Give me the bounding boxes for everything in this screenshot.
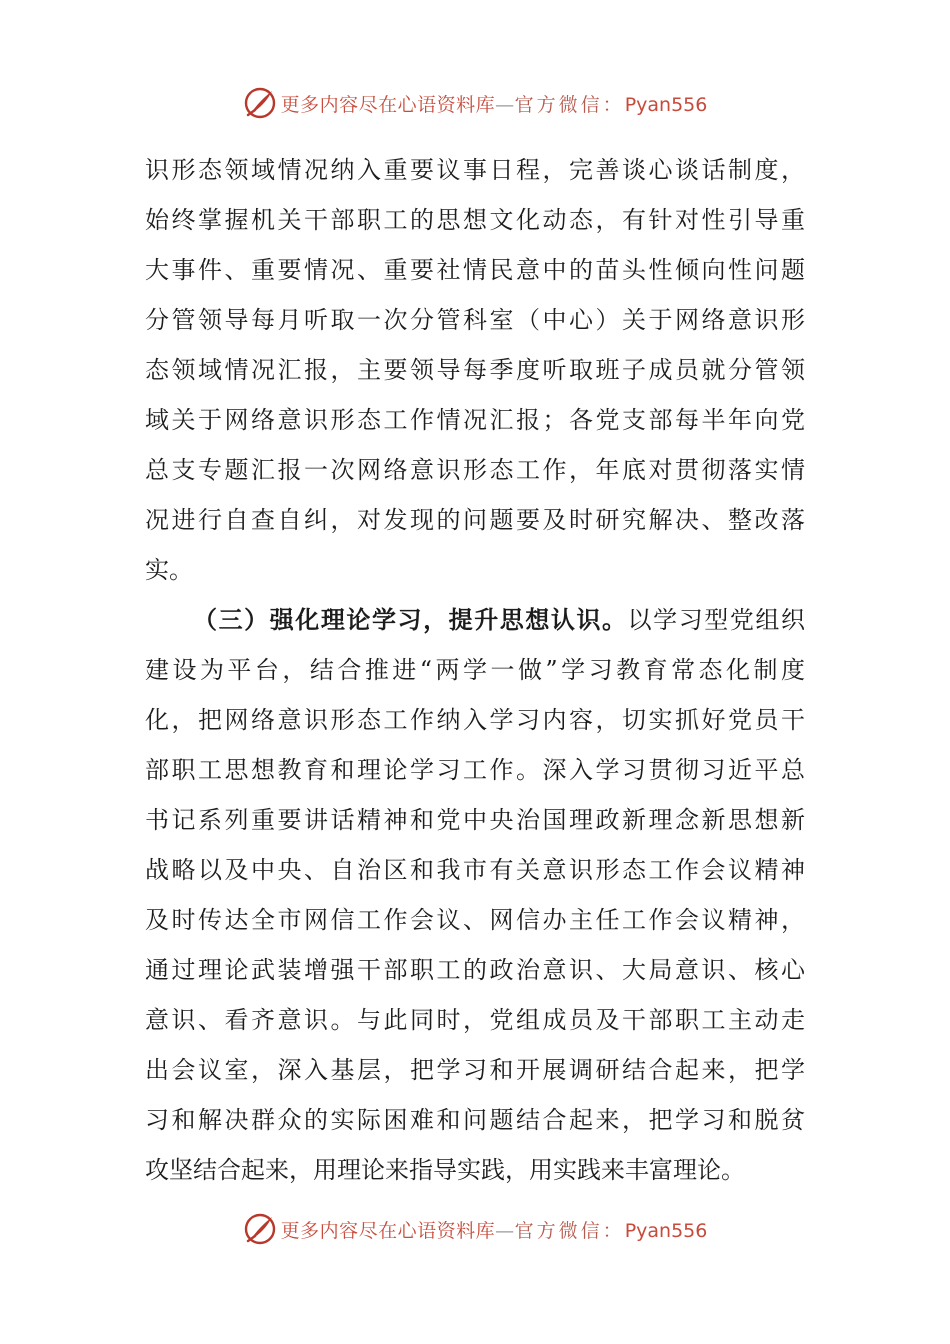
paragraph-2-line: 习和解决群众的实际困难和问题结合起来，把学习和脱贫 xyxy=(145,1106,805,1134)
footer-banner xyxy=(0,1209,950,1249)
banner-separator: — xyxy=(495,93,515,116)
paragraph-1-line: 总支专题汇报一次网络意识形态工作，年底对贯彻落实情 xyxy=(145,456,805,484)
banner-main-text: 更多内容尽在心语资料库 xyxy=(280,1219,496,1242)
banner-text xyxy=(281,90,708,117)
paragraph-1-line: 大事件、重要情况、重要社情民意中的苗头性倾向性问题 xyxy=(145,256,805,284)
paragraph-2-line: 化，把网络意识形态工作纳入学习内容，切实抓好党员干 xyxy=(145,706,805,734)
header-banner xyxy=(0,83,950,123)
paragraph-1-line: 分管领导每月听取一次分管科室（中心）关于网络意识形 xyxy=(145,306,805,334)
paragraph-1-line: 况进行自查自纠，对发现的问题要及时研究解决、整改落 xyxy=(145,506,805,534)
paragraph-2-lead-text: 以学习型党组织 xyxy=(627,606,806,634)
paragraph-2-first-line xyxy=(145,595,805,645)
paragraph-2-line: 出会议室，深入基层，把学习和开展调研结合起来，把学 xyxy=(145,1056,805,1084)
paragraph-2-line: 及时传达全市网信工作会议、网信办主任工作会议精神， xyxy=(145,906,805,934)
paragraph-2-line: 部职工思想教育和理论学习工作。深入学习贯彻习近平总 xyxy=(145,756,805,784)
banner-text xyxy=(281,1216,708,1243)
paragraph-2-line: 攻坚结合起来，用理论来指导实践，用实践来丰富理论。 xyxy=(145,1156,745,1184)
paragraph-1-line: 始终掌握机关干部职工的思想文化动态，有针对性引导重 xyxy=(145,206,805,234)
paragraph-2-line: 意识、看齐意识。与此同时，党组成员及干部职工主动走 xyxy=(145,1006,805,1034)
section-heading: （三）强化理论学习，提升思想认识。 xyxy=(193,605,628,634)
document-body xyxy=(145,145,805,1195)
quill-pen-logo-icon xyxy=(243,1212,277,1246)
banner-official-label: 官方微信： xyxy=(514,93,625,116)
banner-separator: — xyxy=(495,1219,515,1242)
banner-main-text: 更多内容尽在心语资料库 xyxy=(280,93,496,116)
paragraph-2-line: 建设为平台，结合推进“两学一做”学习教育常态化制度 xyxy=(145,656,805,684)
paragraph-2-line: 战略以及中央、自治区和我市有关意识形态工作会议精神 xyxy=(145,856,805,884)
banner-wechat-id: Pyan556 xyxy=(624,1219,708,1242)
paragraph-2-line: 通过理论武装增强干部职工的政治意识、大局意识、核心 xyxy=(145,956,805,984)
paragraph-1-line: 域关于网络意识形态工作情况汇报；各党支部每半年向党 xyxy=(145,406,805,434)
paragraph-1-line: 实。 xyxy=(145,556,193,584)
banner-official-label: 官方微信： xyxy=(514,1219,625,1242)
paragraph-1-line: 识形态领域情况纳入重要议事日程，完善谈心谈话制度， xyxy=(145,156,805,184)
banner-wechat-id: Pyan556 xyxy=(624,93,708,116)
quill-pen-logo-icon xyxy=(243,86,277,120)
paragraph-1-line: 态领域情况汇报，主要领导每季度听取班子成员就分管领 xyxy=(145,356,805,384)
paragraph-2-line: 书记系列重要讲话精神和党中央治国理政新理念新思想新 xyxy=(145,806,805,834)
